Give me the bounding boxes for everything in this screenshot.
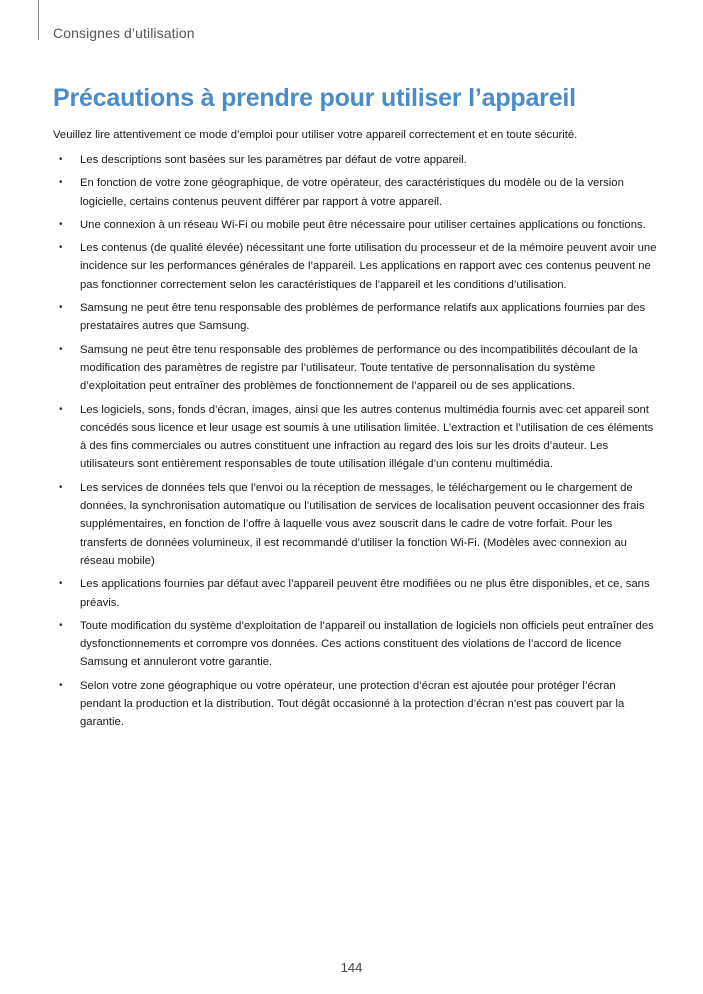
bullet-icon: • — [59, 242, 63, 254]
list-item-text: En fonction de votre zone géographique, de votre opérateur, des caractéristiques du modèle ou de la version logicielle, certains contenus peuvent différer par rapport à votre appareil. — [80, 177, 624, 208]
bullet-icon: • — [59, 481, 63, 493]
list-item — [53, 174, 658, 211]
bullet-icon: • — [59, 154, 63, 165]
list-item — [53, 239, 658, 294]
page-number: 144 — [340, 960, 363, 975]
list-item-text: Les logiciels, sons, fonds d’écran, images, ainsi que les autres contenus multimédia fournis avec cet appareil sont concédés sous licence et leur usage est soumis à une utilisation limitée. L’extraction et l’utilisation de ces éléments à des fins commerciales ou autres constituent une infraction au regard des lois sur les droits d’auteur. Les utilisateurs sont entièrement responsables de toute utilisation illégale d’un contenu multimédia. — [80, 403, 654, 471]
list-item-text: Les descriptions sont basées sur les paramètres par défaut de votre appareil. — [80, 154, 467, 166]
bullet-icon: • — [59, 218, 63, 230]
header-divider — [38, 0, 39, 40]
precautions-list — [53, 151, 658, 737]
list-item — [53, 479, 658, 570]
list-item — [53, 216, 658, 234]
list-item — [53, 341, 658, 396]
list-item — [53, 401, 658, 474]
list-item — [53, 575, 658, 612]
list-item-text: Les contenus (de qualité élevée) nécessitant une forte utilisation du processeur et de la mémoire peuvent avoir une incidence sur les performances générales de l’appareil. Les applications en rapport avec ces contenus peuvent ne pas fonctionner correctement selon les caractéristiques de l’appareil et les conditions d’utilisation. — [80, 242, 657, 291]
bullet-icon: • — [59, 177, 63, 189]
bullet-icon: • — [59, 343, 63, 355]
list-item-text: Samsung ne peut être tenu responsable des problèmes de performance ou des incompatibilités découlant de la modification des paramètres de registre par l’utilisateur. Toute tentative de personnalisation du système d’exploitation peut entraîner des problèmes de fonctionnement de l’appareil ou de ses applications. — [80, 343, 638, 393]
bullet-icon: • — [59, 302, 63, 314]
list-item-text: Une connexion à un réseau Wi-Fi ou mobile peut être nécessaire pour utiliser certaines applications ou fonctions. — [80, 218, 646, 231]
list-item — [53, 677, 658, 732]
intro-paragraph: Veuillez lire attentivement ce mode d’emploi pour utiliser votre appareil correctement et en toute sécurité. — [53, 129, 578, 141]
list-item — [53, 299, 658, 336]
list-item-text: Les services de données tels que l’envoi ou la réception de messages, le téléchargement ou le chargement de données, la synchronisation automatique ou l’utilisation de services de localisation peuvent occasionner des frais supplémentaires, en fonction de l’offre à laquelle vous avez souscrit dans le cadre de votre forfait. Pour les transferts de données volumineux, il est recommandé d’utiliser la fonction Wi-Fi. (Modèles avec connexion au réseau mobile) — [80, 481, 645, 567]
list-item-text: Selon votre zone géographique ou votre opérateur, une protection d’écran est ajoutée pour protéger l’écran pendant la production et la distribution. Tout dégât occasionné à la protection d’écran n’est pas couvert par la garantie. — [80, 679, 625, 729]
list-item — [53, 151, 658, 169]
list-item-text: Les applications fournies par défaut avec l’appareil peuvent être modifiées ou ne plus être disponibles, et ce, sans préavis. — [80, 578, 650, 609]
list-item — [53, 617, 658, 672]
bullet-icon: • — [59, 403, 63, 415]
bullet-icon: • — [59, 619, 63, 631]
bullet-icon: • — [59, 578, 63, 590]
list-item-text: Samsung ne peut être tenu responsable des problèmes de performance relatifs aux applications fournies par des prestataires autres que Samsung. — [80, 302, 646, 333]
bullet-icon: • — [59, 679, 63, 691]
section-header: Consignes d’utilisation — [53, 25, 195, 41]
page-title: Précautions à prendre pour utiliser l’appareil — [53, 84, 576, 112]
list-item-text: Toute modification du système d’exploitation de l’appareil ou installation de logiciels non officiels peut entraîner des dysfonctionnements et corrompre vos données. Ces actions constituent des violations de l’accord de licence Samsung et annuleront votre garantie. — [80, 619, 654, 669]
